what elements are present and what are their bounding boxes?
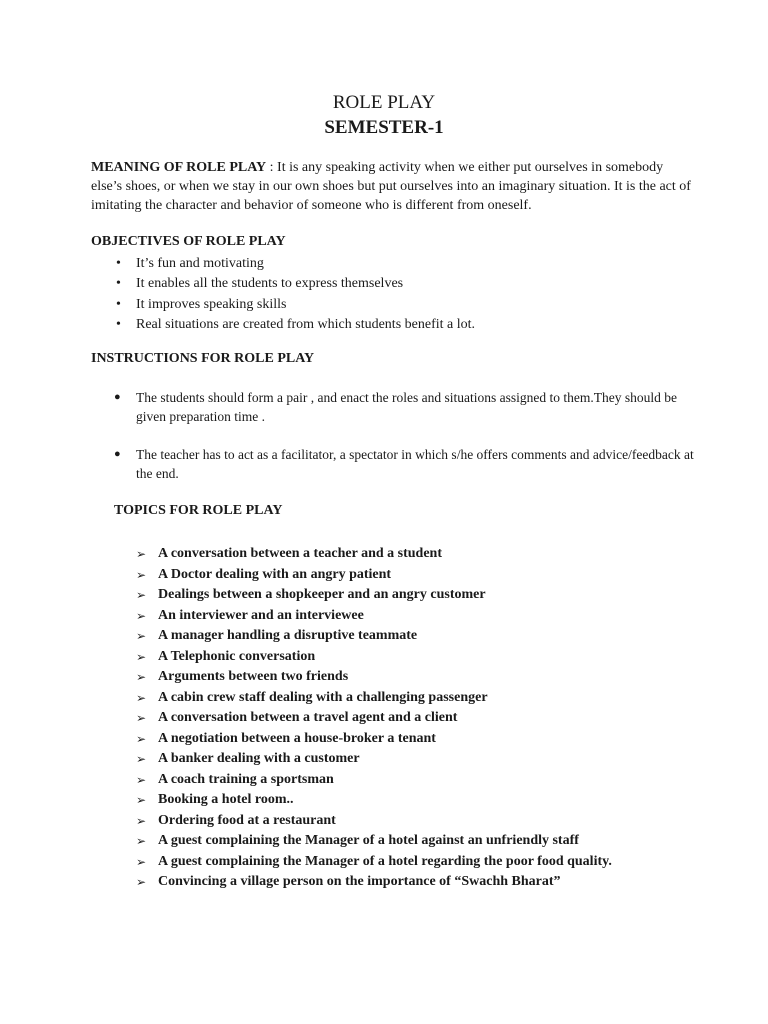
objectives-heading: OBJECTIVES OF ROLE PLAY <box>91 234 286 249</box>
meaning-text: It is any speaking activity when we either put ourselves in somebody else’s shoes, or when we stay in our own shoes but put ourselves into an imaginary situation. It is the act of imitating the character and behavior of someone who is different from oneself. <box>91 160 691 213</box>
topic-text: An interviewer and an interviewee <box>158 607 364 623</box>
bullet-icon: • <box>116 296 121 312</box>
bullet-icon: • <box>116 276 121 292</box>
topic-text: Arguments between two friends <box>158 669 349 684</box>
topic-text: Convincing a village person on the importance of “Swachh Bharat” <box>158 874 561 889</box>
meaning-label: MEANING OF ROLE PLAY <box>91 160 267 175</box>
arrow-bullet-icon: ➢ <box>136 875 147 889</box>
list-item <box>114 274 475 294</box>
topic-text: A conversation between a teacher and a student <box>158 546 443 561</box>
objectives-list <box>114 254 475 335</box>
arrow-bullet-icon: ➢ <box>136 752 147 766</box>
document-subtitle: SEMESTER-1 <box>324 117 444 138</box>
list-item <box>114 315 475 335</box>
objective-text: It’s fun and motivating <box>136 256 264 271</box>
topic-text: A negotiation between a house-broker a tenant <box>158 730 436 746</box>
arrow-bullet-icon: ➢ <box>136 690 147 705</box>
topic-text: A coach training a sportsman <box>158 771 334 787</box>
topic-text: Dealings between a shopkeeper and an angry customer <box>158 587 486 602</box>
instructions-heading: INSTRUCTIONS FOR ROLE PLAY <box>91 351 315 366</box>
arrow-bullet-icon: ➢ <box>136 711 147 725</box>
list-item <box>136 729 612 750</box>
topic-text: A cabin crew staff dealing with a challenging passenger <box>158 689 488 705</box>
list-item <box>136 770 612 791</box>
arrow-bullet-icon: ➢ <box>136 649 147 664</box>
arrow-bullet-icon: ➢ <box>136 608 147 623</box>
list-item <box>136 544 612 565</box>
list-item <box>114 295 475 315</box>
list-item <box>136 565 612 586</box>
objective-text: It improves speaking skills <box>136 296 287 312</box>
arrow-bullet-icon: ➢ <box>136 731 147 746</box>
topic-text: A guest complaining the Manager of a hotel against an unfriendly staff <box>158 833 579 848</box>
list-item <box>136 831 612 852</box>
document-title: ROLE PLAY <box>332 92 436 113</box>
objective-text: It enables all the students to express themselves <box>136 276 404 292</box>
bullet-icon: • <box>116 316 121 332</box>
list-item <box>136 749 612 770</box>
list-item <box>136 647 612 668</box>
list-item <box>136 811 612 832</box>
topic-text: A Telephonic conversation <box>158 648 316 664</box>
topic-text: A guest complaining the Manager of a hotel regarding the poor food quality. <box>158 853 612 869</box>
meaning-separator: : <box>266 160 278 175</box>
bullet-icon: ● <box>114 391 121 403</box>
list-item <box>136 606 612 627</box>
arrow-bullet-icon: ➢ <box>136 772 147 787</box>
topic-text: Ordering food at a restaurant <box>158 812 336 828</box>
bullet-icon: ● <box>114 448 121 460</box>
bullet-icon: • <box>116 256 121 271</box>
arrow-bullet-icon: ➢ <box>136 793 147 807</box>
topic-text: A Doctor dealing with an angry patient <box>158 566 392 582</box>
arrow-bullet-icon: ➢ <box>136 854 147 869</box>
topic-text: Booking a hotel room.. <box>158 792 294 807</box>
instruction-text: The students should form a pair , and enact the roles and situations assigned to them.They should be given preparation time . <box>136 390 678 424</box>
topic-text: A conversation between a travel agent and a client <box>158 710 458 725</box>
list-item <box>136 852 612 873</box>
arrow-bullet-icon: ➢ <box>136 813 147 828</box>
arrow-bullet-icon: ➢ <box>136 629 147 643</box>
list-item <box>136 585 612 606</box>
arrow-bullet-icon: ➢ <box>136 588 147 602</box>
objective-text: Real situations are created from which students benefit a lot. <box>136 316 476 332</box>
list-item <box>136 708 612 729</box>
meaning-paragraph <box>91 158 691 215</box>
arrow-bullet-icon: ➢ <box>136 834 147 848</box>
topics-list <box>136 544 612 893</box>
list-item <box>114 388 694 426</box>
arrow-bullet-icon: ➢ <box>136 567 147 582</box>
topic-text: A manager handling a disruptive teammate <box>158 628 418 643</box>
list-item <box>114 254 475 274</box>
arrow-bullet-icon: ➢ <box>136 547 147 561</box>
list-item <box>136 688 612 709</box>
list-item <box>136 667 612 688</box>
list-item <box>136 872 612 893</box>
instruction-text: The teacher has to act as a facilitator, a spectator in which s/he offers comments and advice/feedback at the end. <box>136 447 694 481</box>
list-item <box>114 445 694 483</box>
arrow-bullet-icon: ➢ <box>136 670 147 684</box>
list-item <box>136 790 612 811</box>
list-item <box>136 626 612 647</box>
topics-heading: TOPICS FOR ROLE PLAY <box>114 503 283 518</box>
topic-text: A banker dealing with a customer <box>158 751 360 766</box>
